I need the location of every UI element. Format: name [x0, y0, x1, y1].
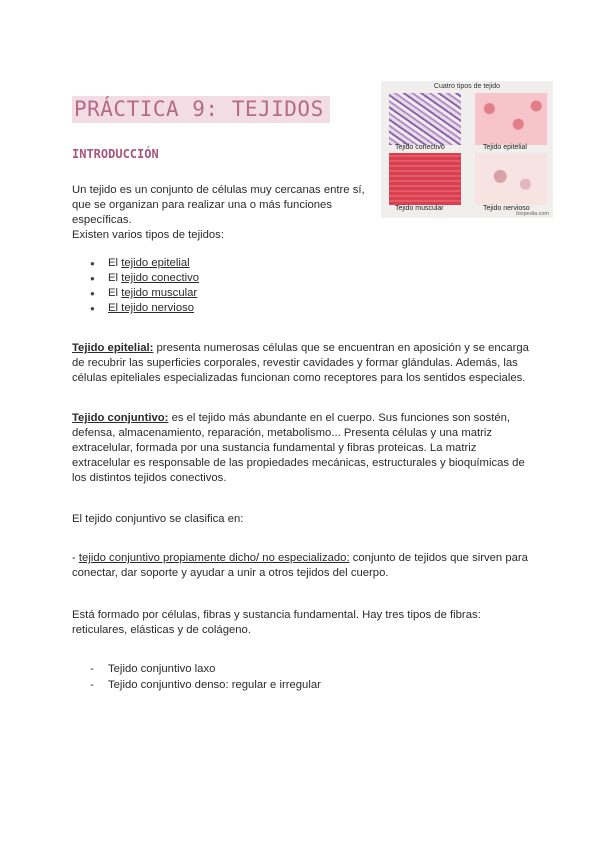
intro-heading: INTRODUCCIÓN [72, 147, 159, 161]
list-item [90, 301, 199, 316]
list-item [90, 286, 199, 301]
clasifica-paragraph: El tejido conjuntivo se clasifica en: [72, 513, 244, 525]
propio-text: conjunto de tejidos que sirven para conectar, dar soporte y ayudar a unir a otros tejidos del cuerpo. [72, 552, 528, 579]
list-item-prefix: El [108, 287, 122, 299]
epitelial-paragraph [72, 341, 534, 386]
intro-text-2: Existen varios tipos de tejidos: [72, 229, 224, 241]
figure-title: Cuatro tipos de tejido [433, 83, 501, 90]
muscle-tissue-image [389, 153, 461, 205]
tissue-link-muscular[interactable]: tejido muscular [121, 287, 198, 299]
connective-tissue-image [389, 93, 461, 145]
page-title: PRÁCTICA 9: TEJIDOS [72, 96, 330, 123]
figure-label: Tejido muscular [395, 205, 444, 212]
figure-label: Tejido conectivo [395, 144, 445, 151]
intro-paragraph [72, 183, 372, 243]
formado-paragraph: Está formado por células, fibras y sustancia fundamental. Hay tres tipos de fibras: reticulares, elásticas y de colágeno. [72, 609, 481, 636]
subtype-list [90, 662, 321, 693]
nervous-tissue-image [475, 153, 547, 205]
tissue-link-epitelial[interactable]: tejido epitelial [121, 257, 190, 269]
epithelial-tissue-image [475, 93, 547, 145]
figure-credit: biopedia.com [516, 211, 549, 217]
propio-paragraph [72, 551, 534, 581]
conjuntivo-paragraph [72, 411, 534, 486]
figure-label: Tejido epitelial [483, 144, 527, 151]
intro-text: Un tejido es un conjunto de células muy cercanas entre sí, que se organizan para realizar una o más funciones específicas. [72, 184, 365, 226]
list-item: - Tejido conjuntivo laxo [90, 662, 321, 678]
list-item-prefix: El [108, 257, 122, 269]
tissue-types-figure [381, 81, 553, 218]
propio-term[interactable]: tejido conjuntivo propiamente dicho/ no especializado: [78, 552, 350, 564]
propio-prefix: - [72, 552, 79, 564]
conjuntivo-term: Tejido conjuntivo: [72, 412, 169, 424]
epitelial-term: Tejido epitelial: [72, 342, 154, 354]
tissue-link-conectivo[interactable]: tejido conectivo [121, 272, 200, 284]
conjuntivo-text: es el tejido más abundante en el cuerpo. Sus funciones son sostén, defensa, almacenamiento, reparación, metabolismo... Presenta células y una matriz extracelular, formada por una sustancia fundamental y fibras proteicas. La matriz extracelular es responsable de las propiedades mecánicas, estructurales y bioquímicas de los distintos tejidos conectivos. [72, 412, 525, 484]
list-item [90, 256, 199, 271]
tissue-link-nervioso[interactable]: El tejido nervioso [108, 302, 195, 314]
list-item [90, 271, 199, 286]
figure-label: Tejido nervioso [483, 205, 530, 212]
epitelial-text: presenta numerosas células que se encuentran en aposición y se encarga de recubrir las superficies corporales, revestir cavidades y formar glándulas. Además, las células epiteliales especializadas funcionan como receptores para los sentidos especiales. [72, 342, 529, 384]
list-item-prefix: El [108, 272, 122, 284]
list-item: - Tejido conjuntivo denso: regular e irregular [90, 678, 321, 694]
tissue-list [90, 256, 199, 316]
